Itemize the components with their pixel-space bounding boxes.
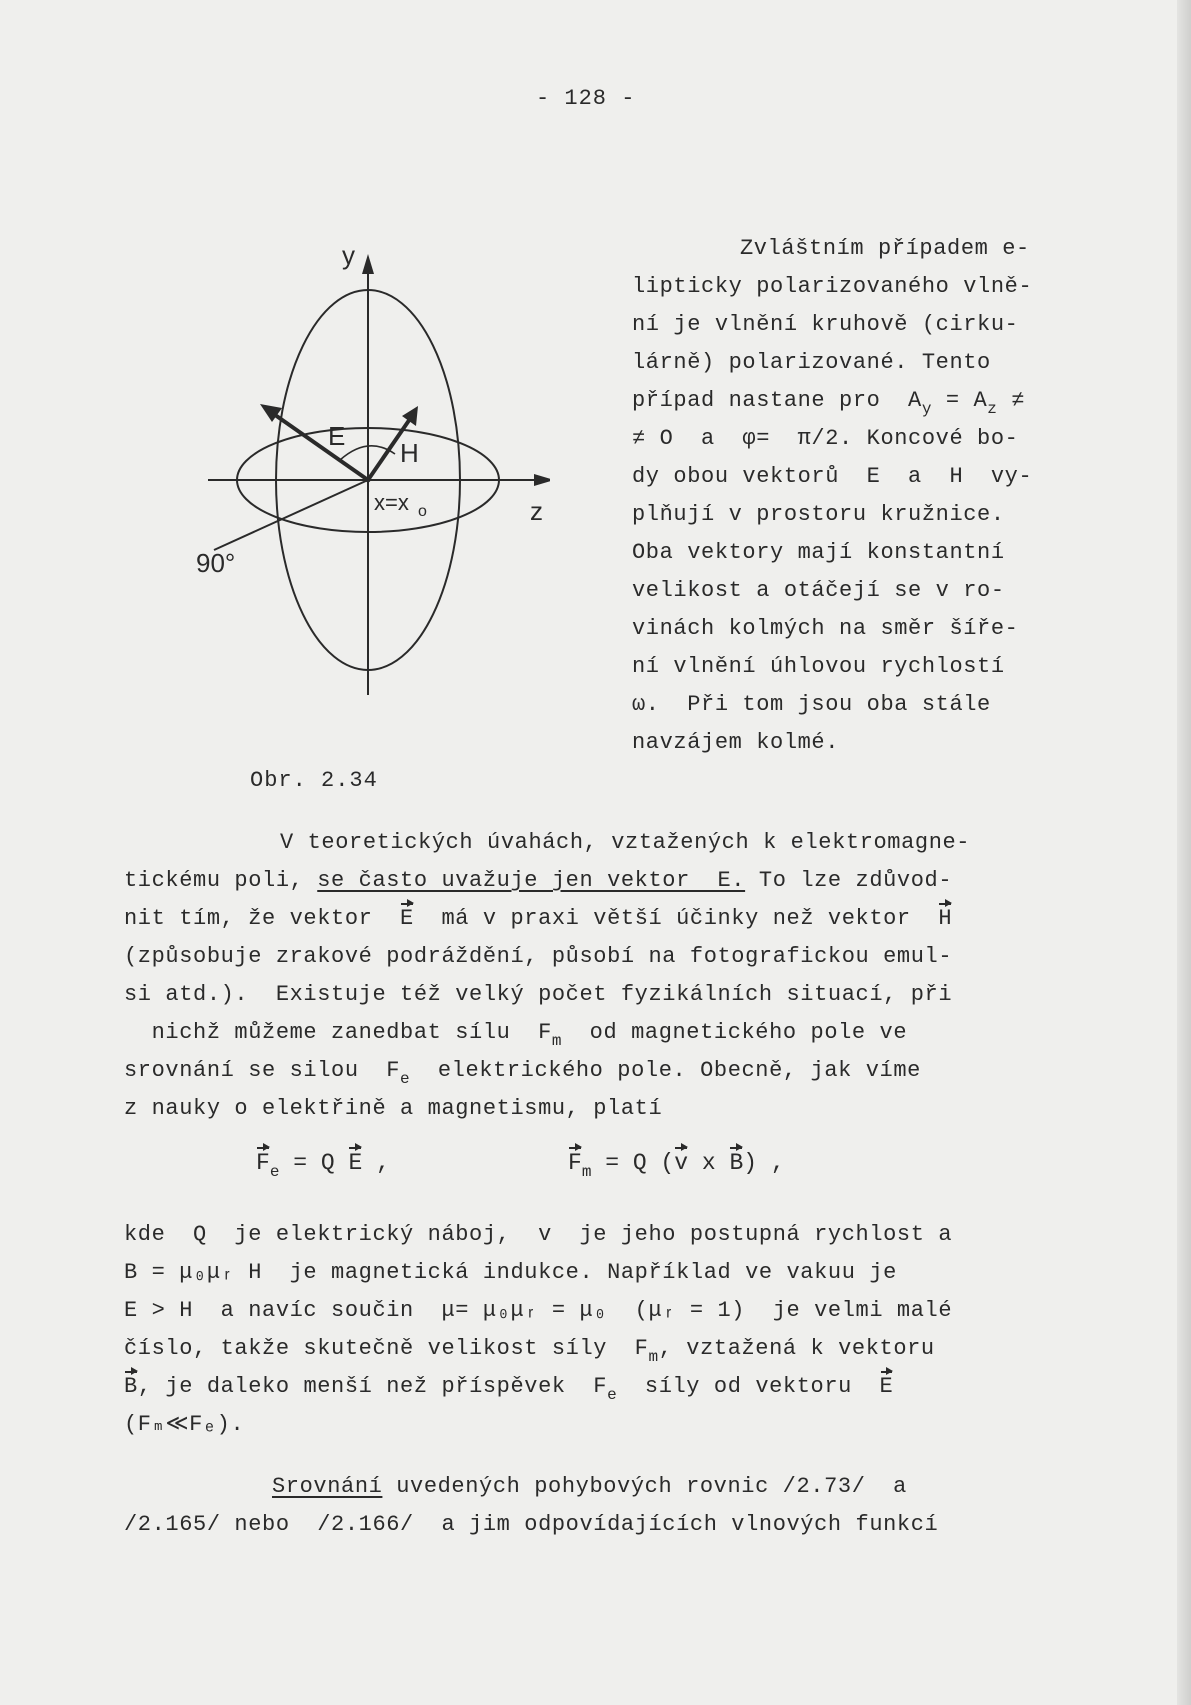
text-line: si atd.). Existuje též velký počet fyzikálních situací, při [124,982,953,1007]
vector-b: B [729,1150,744,1176]
side-line [632,388,1025,422]
side-line: navzájem kolmé. [632,730,840,755]
text-line [124,868,952,894]
subscript: z [987,400,998,418]
side-line: ≠ O a φ= π/2. Koncové bo- [632,426,1019,451]
side-line: ní vlnění úhlovou rychlostí [632,654,1005,679]
vector-f: F [256,1150,270,1176]
subscript: m [551,1032,563,1050]
side-line: Oba vektory mají konstantní [632,540,1005,565]
origin-label: x=x [374,490,409,515]
text-part: tickému poli, [124,868,318,893]
origin-label-sub: o [418,503,427,520]
text-line [124,1336,935,1370]
x-axis-line [214,480,368,550]
text-part: od magnetického pole ve [562,1020,908,1045]
side-line-part: = A [932,388,988,413]
text-line: z nauky o elektřině a magnetismu, platí [124,1096,663,1121]
equation-fe [256,1150,390,1181]
angle-label: 90° [196,548,236,578]
page-edge [1177,0,1191,1705]
z-axis-arrow [534,474,550,486]
polarization-figure [190,240,550,710]
side-line: velikost a otáčejí se v ro- [632,578,1005,603]
text-part: , je daleko menší než příspěvek F [137,1374,608,1399]
eq-part: , [362,1150,390,1176]
eq-part: x [688,1150,730,1176]
vector-f: F [568,1150,582,1176]
vector-e: E [400,906,414,931]
vector-h: H [938,906,953,931]
text-part: síly od vektoru [617,1374,880,1399]
text-line: E > H a navíc součin μ= μ₀μᵣ = μ₀ (μᵣ = 1) je velmi malé [124,1298,953,1323]
side-line: lárně) polarizované. Tento [632,350,991,375]
e-vector [268,410,368,480]
h-label: H [400,438,419,468]
side-line: ní je vlnění kruhově (cirku- [632,312,1019,337]
text-part: má v praxi větší účinky než vektor [413,906,939,931]
text-line: /2.165/ nebo /2.166/ a jim odpovídajících vlnových funkcí [124,1512,939,1537]
subscript: e [400,1070,411,1088]
figure-caption: Obr. 2.34 [250,768,378,793]
text-part: nichž můžeme zanedbat sílu F [124,1020,552,1045]
side-line: lipticky polarizovaného vlně- [632,274,1033,299]
origin-dot [366,478,371,483]
y-axis-label: y [342,240,355,270]
text-part: uvedených pohybových rovnic /2.73/ a [382,1474,907,1499]
text-line [124,1374,893,1408]
text-line [124,1058,921,1092]
y-axis-arrow [362,254,374,274]
text-part: číslo, takže skutečně velikost síly F [124,1336,649,1361]
text-line: (způsobuje zrakové podráždění, působí na fotografickou emul- [124,944,953,969]
side-line: dy obou vektorů E a H vy- [632,464,1033,489]
z-axis-label: z [530,496,543,526]
side-line: ω. Při tom jsou oba stále [632,692,991,717]
text-part: srovnání se silou F [124,1058,401,1083]
text-part: elektrického pole. Obecně, jak víme [410,1058,921,1083]
text-line: B = μ₀μᵣ H je magnetická indukce. Například ve vakuu je [124,1260,897,1285]
eq-part: ) , [743,1150,785,1176]
side-line: Zvláštním případem e- [740,236,1030,261]
side-line: plňují v prostoru kružnice. [632,502,1005,527]
text-line: V teoretických úvahách, vztažených k elektromagne- [280,830,971,855]
underlined-text: se často uvažuje jen vektor E. [317,868,746,893]
text-line [124,1020,907,1054]
subscript: y [921,400,933,418]
eq-part: = Q ( [591,1150,675,1176]
text-line [272,1474,907,1500]
page-number: - 128 - [536,86,636,111]
vector-v: v [674,1150,689,1176]
subscript: e [607,1386,618,1404]
text-line [124,906,952,932]
text-part: , vztažená k vektoru [658,1336,935,1361]
e-label: E [328,421,346,451]
vector-b: B [124,1374,138,1399]
vector-e: E [879,1374,894,1399]
side-line-part: případ nastane pro A [632,388,922,413]
text-line: kde Q je elektrický náboj, v je jeho postupná rychlost a [124,1222,953,1247]
text-line: (Fₘ≪Fₑ). [124,1412,245,1437]
side-line: vinách kolmých na směr šíře- [632,616,1019,641]
equation-fm [568,1150,785,1181]
h-vector-arrow [402,406,418,426]
vector-e: E [348,1150,363,1176]
subscript: m [648,1348,659,1366]
text-part: To lze zdůvod- [745,868,953,893]
side-line-part: ≠ [997,388,1026,413]
text-part: nit tím, že vektor [124,906,401,931]
underlined-text: Srovnání [272,1474,383,1499]
eq-part: = Q [279,1150,335,1176]
subscript: m [581,1163,592,1181]
subscript: e [269,1163,280,1181]
